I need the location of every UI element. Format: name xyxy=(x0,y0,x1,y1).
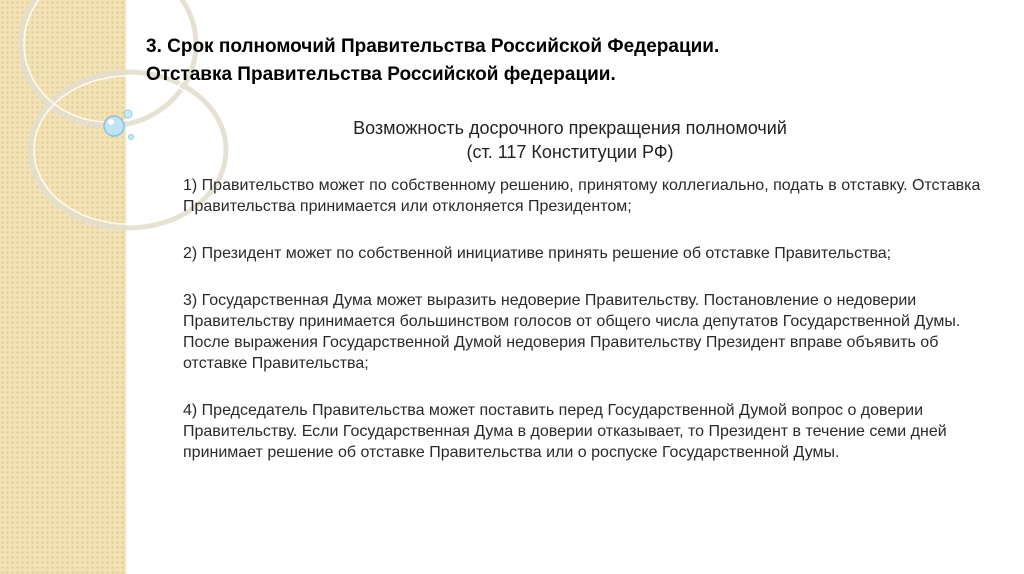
subtitle-line-1: Возможность досрочного прекращения полномочий xyxy=(353,118,787,138)
slide-body xyxy=(183,175,983,489)
list-item: 4) Председатель Правительства может поставить перед Государственной Думой вопрос о доверии Правительству. Если Государственная Дума в доверии отказывает, то Президент в течение семи дней принимает решение об отставке Правительства или о роспуске Государственной Думы. xyxy=(183,402,947,461)
list-item: 1) Правительство может по собственному решению, принятому коллегиально, подать в отставку. Отставка Правительства принимается или отклоняется Президентом; xyxy=(183,177,981,215)
side-panel-divider xyxy=(124,0,127,574)
list-item: 3) Государственная Дума может выразить недоверие Правительству. Постановление о недоверии Правительству принимается большинством голосов от общего числа депутатов Государственной Думы. После выражения Государственной Думой недоверия Правительству Президент вправе объявить об отставке Правительства; xyxy=(183,292,961,372)
subtitle-line-2: (ст. 117 Конституции РФ) xyxy=(466,142,674,162)
title-line-1: 3. Срок полномочий Правительства Российской Федерации. xyxy=(146,36,720,57)
decorative-bubble-tiny xyxy=(129,135,134,140)
slide-title xyxy=(146,33,986,89)
decorative-side-panel xyxy=(0,0,124,574)
title-line-2: Отставка Правительства Российской федерации. xyxy=(146,64,616,85)
list-item: 2) Президент может по собственной инициативе принять решение об отставке Правительства; xyxy=(183,245,892,262)
slide-subtitle xyxy=(250,116,890,164)
